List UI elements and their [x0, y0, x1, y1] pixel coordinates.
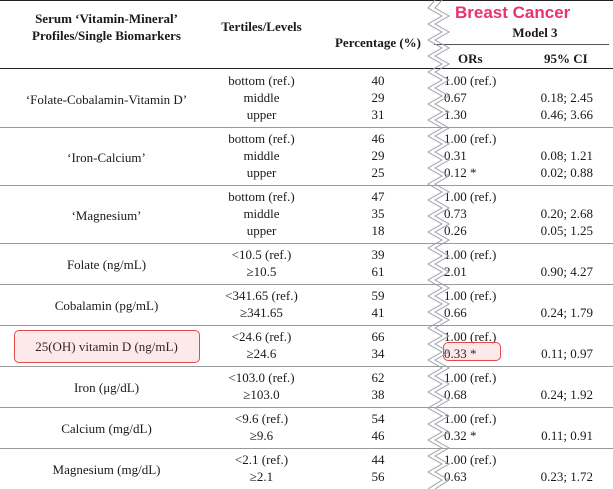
or-cell: 1.30 — [444, 107, 467, 122]
or-cell: 1.00 (ref.) — [444, 73, 497, 88]
header-model: Model 3 — [512, 25, 558, 40]
or-cell: 1.00 (ref.) — [444, 452, 497, 467]
level-cell: upper — [246, 165, 277, 180]
ci-cell: 0.11; 0.91 — [541, 428, 593, 443]
percentage-cell: 54 — [371, 411, 385, 426]
percentage-cell: 39 — [371, 247, 385, 262]
row-divider — [0, 185, 613, 186]
or-cell: 1.00 (ref.) — [444, 411, 497, 426]
percentage-cell: 40 — [371, 73, 385, 88]
row-divider — [0, 243, 613, 244]
ci-cell: 0.90; 4.27 — [540, 264, 593, 279]
profile-label: Cobalamin (pg/mL) — [54, 298, 159, 313]
header-ci: 95% CI — [544, 51, 588, 66]
percentage-cell: 31 — [371, 107, 385, 122]
level-cell: ≥10.5 — [246, 264, 277, 279]
level-cell: ≥341.65 — [240, 305, 283, 320]
percentage-cell: 35 — [371, 206, 385, 221]
or-cell: 0.63 — [444, 469, 467, 484]
table-top-rule — [0, 0, 613, 1]
or-cell: 0.32 * — [444, 428, 477, 443]
percentage-cell: 59 — [371, 288, 385, 303]
ci-cell: 0.20; 2.68 — [540, 206, 593, 221]
percentage-cell: 66 — [371, 329, 385, 344]
percentage-cell: 61 — [371, 264, 385, 279]
ci-cell: 0.24; 1.79 — [540, 305, 593, 320]
percentage-cell: 25 — [371, 165, 385, 180]
profile-label: Folate (ng/mL) — [66, 257, 147, 272]
row-divider — [0, 448, 613, 449]
ci-cell: 0.46; 3.66 — [540, 107, 593, 122]
percentage-cell: 29 — [371, 148, 385, 163]
ci-cell: 0.05; 1.25 — [540, 223, 593, 238]
or-cell: 1.00 (ref.) — [444, 131, 497, 146]
percentage-cell: 47 — [371, 189, 385, 204]
percentage-cell: 38 — [371, 387, 385, 402]
or-cell: 1.00 (ref.) — [444, 329, 497, 344]
level-cell: <103.0 (ref.) — [228, 370, 295, 385]
or-cell: 1.00 (ref.) — [444, 370, 497, 385]
ci-cell: 0.02; 0.88 — [540, 165, 593, 180]
percentage-cell: 18 — [371, 223, 385, 238]
percentage-cell: 46 — [371, 131, 385, 146]
percentage-cell: 29 — [371, 90, 385, 105]
header-levels: Tertiles/Levels — [221, 19, 302, 34]
percentage-cell: 46 — [371, 428, 385, 443]
profile-label: ‘Magnesium’ — [71, 207, 142, 223]
or-cell: 0.31 — [444, 148, 467, 163]
or-cell: 0.26 — [444, 223, 467, 238]
level-cell: middle — [243, 206, 280, 221]
level-cell: ≥2.1 — [249, 469, 274, 484]
level-cell: bottom (ref.) — [228, 73, 295, 88]
or-cell: 1.00 (ref.) — [444, 288, 497, 303]
level-cell: <9.6 (ref.) — [234, 411, 289, 426]
level-cell: upper — [246, 107, 277, 122]
row-divider — [0, 284, 613, 285]
ci-cell: 0.08; 1.21 — [540, 148, 593, 163]
level-cell: upper — [246, 223, 277, 238]
or-cell: 0.12 * — [444, 165, 477, 180]
percentage-cell: 56 — [371, 469, 385, 484]
row-divider — [0, 407, 613, 408]
header-profile-line1: Serum ‘Vitamin-Mineral’ — [35, 11, 178, 26]
table-split-zigzag — [420, 0, 450, 489]
or-cell: 2.01 — [444, 264, 467, 279]
profile-label: 25(OH) vitamin D (ng/mL) — [35, 339, 178, 354]
row-divider — [0, 127, 613, 128]
level-cell: middle — [243, 90, 280, 105]
or-cell: 0.33 * — [444, 346, 477, 361]
or-cell: 0.73 — [444, 206, 467, 221]
percentage-cell: 34 — [371, 346, 385, 361]
percentage-cell: 41 — [371, 305, 385, 320]
row-divider — [0, 366, 613, 367]
level-cell: <341.65 (ref.) — [225, 288, 298, 303]
level-cell: <2.1 (ref.) — [234, 452, 289, 467]
profile-label: Calcium (mg/dL) — [61, 421, 152, 436]
level-cell: ≥103.0 — [243, 387, 280, 402]
profile-label: ‘Iron-Calcium’ — [67, 149, 146, 165]
level-cell: <10.5 (ref.) — [231, 247, 292, 262]
highlight-vitamin-d-or — [443, 342, 501, 361]
ci-cell: 0.24; 1.92 — [540, 387, 593, 402]
ci-cell: 0.18; 2.45 — [540, 90, 593, 105]
row-divider — [0, 325, 613, 326]
ci-cell: 0.11; 0.97 — [541, 346, 593, 361]
highlight-vitamin-d-label — [14, 330, 200, 363]
or-cell: 0.67 — [444, 90, 467, 105]
level-cell: middle — [243, 148, 280, 163]
profile-label: ‘Folate-Cobalamin-Vitamin D’ — [25, 91, 188, 107]
level-cell: ≥9.6 — [249, 428, 274, 443]
header-percentage: Percentage (%) — [334, 35, 422, 50]
level-cell: <24.6 (ref.) — [231, 329, 292, 344]
header-bottom-rule — [0, 68, 613, 69]
level-cell: bottom (ref.) — [228, 131, 295, 146]
profile-label: Iron (μg/dL) — [73, 380, 140, 395]
profile-label: Magnesium (mg/dL) — [52, 462, 161, 477]
or-cell: 0.66 — [444, 305, 467, 320]
or-cell: 0.68 — [444, 387, 467, 402]
or-cell: 1.00 (ref.) — [444, 189, 497, 204]
level-cell: ≥24.6 — [246, 346, 277, 361]
percentage-cell: 44 — [371, 452, 385, 467]
page-title: Breast Cancer — [455, 3, 571, 22]
ci-cell: 0.23; 1.72 — [540, 469, 593, 484]
header-profile-line2: Profiles/Single Biomarkers — [32, 28, 181, 43]
model-underline — [434, 44, 609, 45]
header-ors: ORs — [458, 51, 483, 66]
level-cell: bottom (ref.) — [228, 189, 295, 204]
percentage-cell: 62 — [371, 370, 385, 385]
or-cell: 1.00 (ref.) — [444, 247, 497, 262]
